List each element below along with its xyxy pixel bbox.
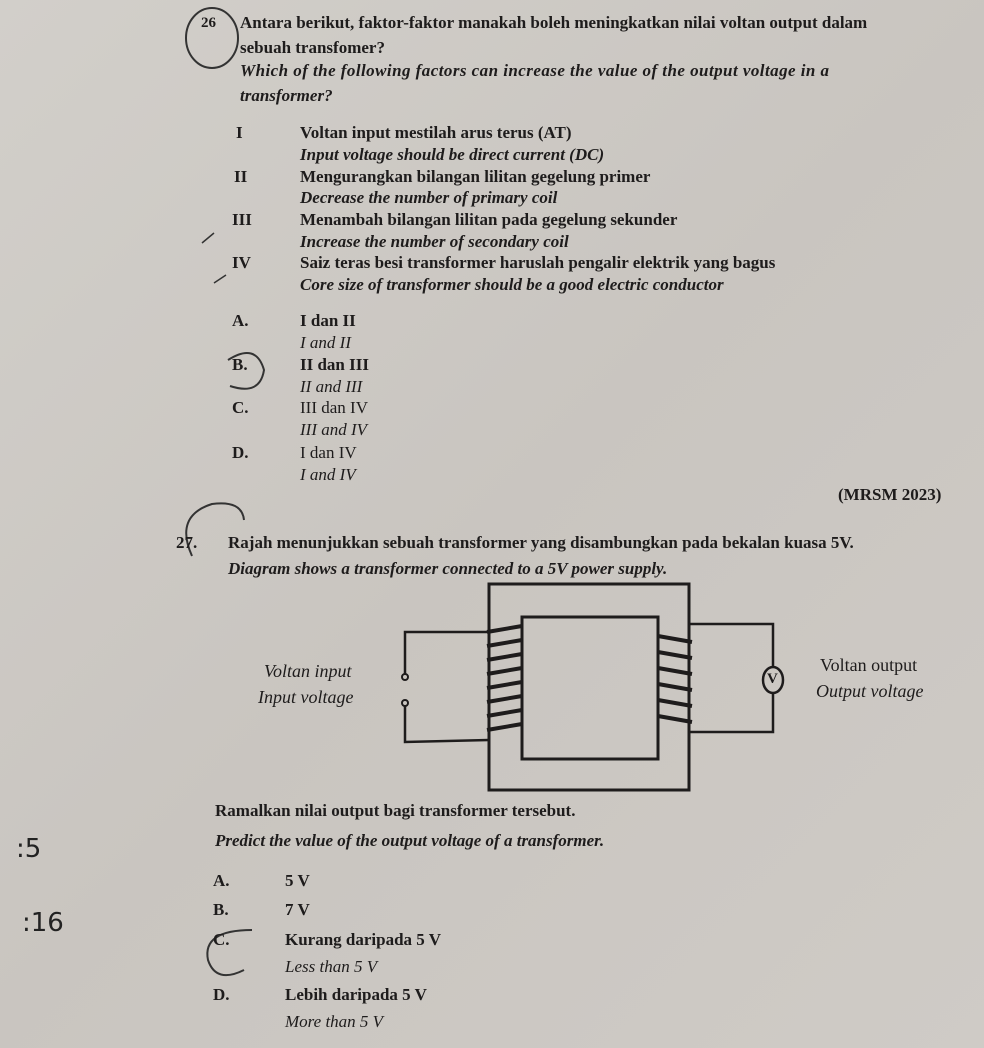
- voltmeter-label: V: [767, 671, 778, 687]
- question-number: 26: [201, 15, 216, 31]
- option-letter[interactable]: B.: [232, 355, 248, 374]
- input-wire-bottom: [405, 706, 489, 742]
- handwritten-note: :16: [22, 908, 64, 938]
- statement-text-en: Increase the number of secondary coil: [300, 232, 569, 251]
- question-prompt: Ramalkan nilai output bagi transformer tersebut.: [215, 801, 576, 820]
- secondary-coil: [658, 636, 692, 722]
- input-voltage-label-en: Input voltage: [258, 687, 354, 707]
- option-text-en: III and IV: [300, 420, 368, 439]
- option-text-en: Less than 5 V: [285, 957, 378, 976]
- statement-text-en: Decrease the number of primary coil: [300, 188, 558, 207]
- option-text[interactable]: III dan IV: [300, 398, 368, 417]
- option-text-en: I and IV: [300, 465, 356, 484]
- statement-text: Voltan input mestilah arus terus (AT): [300, 123, 572, 142]
- option-letter[interactable]: A.: [213, 871, 230, 890]
- question-prompt-en: Predict the value of the output voltage of a transformer.: [215, 831, 605, 850]
- statement-roman: III: [232, 210, 252, 229]
- source-label: (MRSM 2023): [838, 485, 942, 504]
- option-text[interactable]: I dan IV: [300, 443, 357, 462]
- statement-roman: I: [236, 123, 243, 142]
- input-terminal: [402, 674, 408, 680]
- option-letter[interactable]: C.: [232, 398, 249, 417]
- option-letter[interactable]: A.: [232, 311, 249, 330]
- option-text[interactable]: II dan III: [300, 355, 369, 374]
- option-text[interactable]: 7 V: [285, 900, 310, 919]
- option-letter[interactable]: C.: [213, 930, 230, 949]
- question-stem: sebuah transfomer?: [240, 38, 385, 57]
- statement-text-en: Core size of transformer should be a good electric conductor: [300, 275, 724, 294]
- option-text[interactable]: Kurang daripada 5 V: [285, 930, 442, 949]
- input-voltage-label: Voltan input: [264, 661, 352, 681]
- option-text-en: I and II: [300, 333, 351, 352]
- statement-text: Saiz teras besi transformer haruslah pengalir elektrik yang bagus: [300, 253, 776, 272]
- option-text-en: II and III: [300, 377, 363, 396]
- input-wire-top: [405, 632, 489, 674]
- handwritten-note: :5: [16, 834, 42, 864]
- question-stem: Rajah menunjukkan sebuah transformer yang disambungkan pada bekalan kuasa 5V.: [228, 533, 854, 552]
- statement-text: Menambah bilangan lilitan pada gegelung sekunder: [300, 210, 678, 229]
- primary-coil: [487, 626, 522, 730]
- transformer-diagram: [402, 584, 783, 790]
- output-voltage-label-en: Output voltage: [816, 681, 924, 701]
- output-voltage-label: Voltan output: [820, 655, 918, 675]
- output-wires: [689, 624, 773, 732]
- option-letter[interactable]: D.: [232, 443, 249, 462]
- question-stem-en: transformer?: [240, 86, 333, 105]
- statement-roman: II: [234, 167, 248, 186]
- iron-core-window: [522, 617, 658, 759]
- option-text[interactable]: I dan II: [300, 311, 356, 330]
- option-text-en: More than 5 V: [285, 1012, 384, 1031]
- question-stem: Antara berikut, faktor-faktor manakah boleh meningkatkan nilai voltan output dalam: [240, 13, 868, 32]
- question-number: 27.: [176, 533, 198, 552]
- option-text[interactable]: Lebih daripada 5 V: [285, 985, 427, 1004]
- option-text[interactable]: 5 V: [285, 871, 310, 890]
- option-letter[interactable]: D.: [213, 985, 230, 1004]
- tick-marks: [202, 233, 226, 283]
- option-letter[interactable]: B.: [213, 900, 229, 919]
- question-stem-en: Diagram shows a transformer connected to a 5V power supply.: [228, 559, 668, 578]
- question-stem-en: Which of the following factors can increase the value of the output voltage in a: [240, 61, 830, 80]
- statement-text-en: Input voltage should be direct current (DC): [300, 145, 605, 164]
- statement-roman: IV: [232, 253, 251, 272]
- statement-text: Mengurangkan bilangan lilitan gegelung primer: [300, 167, 651, 186]
- input-terminal: [402, 700, 408, 706]
